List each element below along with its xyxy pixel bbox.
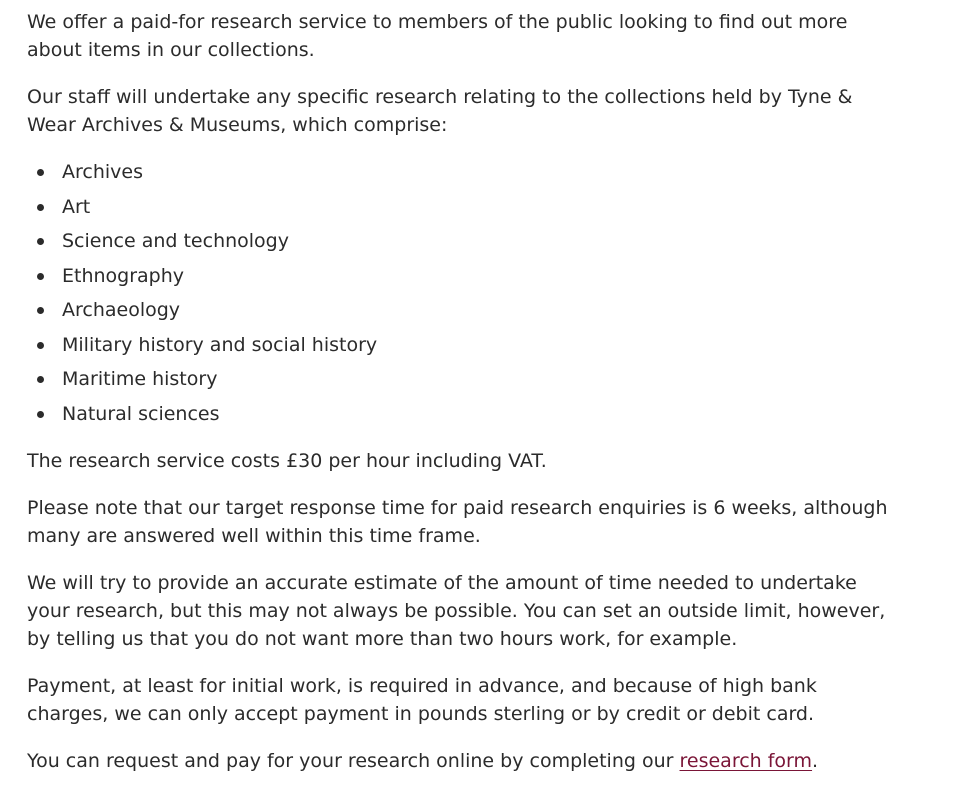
list-item-label: Maritime history — [62, 368, 218, 390]
list-item-label: Science and technology — [62, 230, 289, 252]
request-paragraph — [27, 747, 897, 775]
intro-paragraph: We offer a paid-for research service to members of the public looking to find out more about items in our collections. — [27, 11, 848, 61]
list-item — [27, 193, 897, 221]
request-prefix: You can request and pay for your research online by completing our — [27, 749, 680, 772]
cost-paragraph: The research service costs £30 per hour including VAT. — [27, 449, 547, 472]
list-item — [27, 262, 897, 290]
bullet-icon — [37, 411, 44, 418]
collections-paragraph: Our staff will undertake any specific research relating to the collections held by Tyne & Wear Archives & Museums, which comprise: — [27, 86, 853, 136]
list-item-label: Archives — [62, 161, 143, 183]
list-item — [27, 158, 897, 186]
list-item — [27, 365, 897, 393]
bullet-icon — [37, 376, 44, 383]
list-item — [27, 331, 897, 359]
list-item-label: Art — [62, 195, 91, 218]
bullet-icon — [37, 342, 44, 349]
bullet-icon — [37, 273, 44, 280]
list-item-label: Ethnography — [62, 264, 185, 287]
bullet-icon — [37, 204, 44, 211]
bullet-icon — [37, 169, 44, 176]
bullet-icon — [37, 307, 44, 314]
list-item-label: Natural sciences — [62, 402, 220, 425]
research-form-link[interactable]: research form — [679, 749, 813, 772]
list-item-label: Military history and social history — [62, 333, 378, 356]
payment-paragraph: Payment, at least for initial work, is required in advance, and because of high bank charges, we can only accept payment in pounds sterling or by credit or debit card. — [27, 674, 817, 725]
list-item — [27, 227, 897, 255]
bullet-icon — [37, 238, 44, 245]
request-suffix: . — [812, 749, 819, 772]
list-item — [27, 400, 897, 428]
estimate-paragraph: We will try to provide an accurate estimate of the amount of time needed to undertake your research, but this may not always be possible. You can set an outside limit, however, by telling us that you do not want more than two hours work, for example. — [27, 571, 886, 650]
list-item — [27, 296, 897, 324]
list-item-label: Archaeology — [62, 299, 181, 321]
response-time-paragraph: Please note that our target response time for paid research enquiries is 6 weeks, although many are answered well within this time frame. — [27, 496, 888, 547]
collections-list — [27, 158, 897, 428]
